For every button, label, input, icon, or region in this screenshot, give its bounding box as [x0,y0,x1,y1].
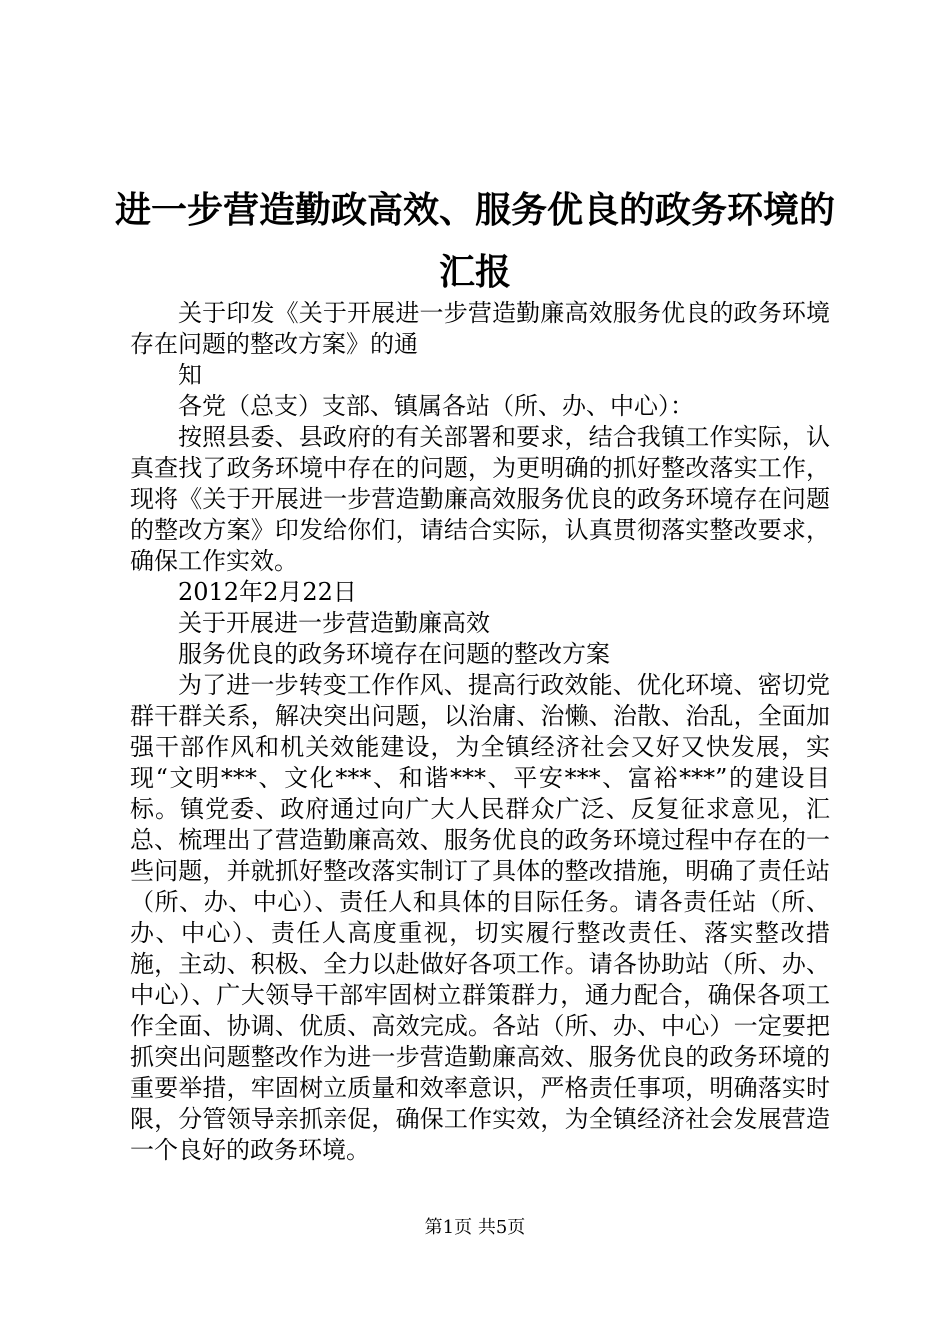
document-body [130,298,830,1166]
page-footer: 第1页 共5页 [424,1217,526,1238]
paragraph-plan: 为了进一步转变工作作风、提高行政效能、优化环境、密切党群干群关系，解决突出问题，以治庸、治懒、治散、治乱，全面加强干部作风和机关效能建设，为全镇经济社会又好又快发展，实现“文明***、文化***、和谐***、平安***、富裕***”的建设目标。镇党委、政府通过向广大人民群众广泛、反复征求意见，汇总、梳理出了营造勤廉高效、服务优良的政务环境过程中存在的一些问题，并就抓好整改落实制订了具体的整改措施，明确了责任站（所、办、中心）、责任人和具体的目际任务。请各责任站（所、办、中心）、责任人高度重视，切实履行整改责任、落实整改措施，主动、积极、全力以赴做好各项工作。请各协助站（所、办、中心）、广大领导干部牢固树立群策群力，通力配合，确保各项工作全面、协调、优质、高效完成。各站（所、办、中心）一定要把抓突出问题整改作为进一步营造勤廉高效、服务优良的政务环境的重要举措，牢固树立质量和效率意识，严格责任事项，明确落实时限，分管领导亲抓亲促，确保工作实效，为全镇经济社会发展营造一个良好的政务环境。 [130,671,830,1164]
salutation: 各党（总支）支部、镇属各站（所、办、中心）： [178,392,694,420]
document-title-line2: 汇报 [438,251,511,293]
notice-heading: 关于印发《关于开展进一步营造勤廉高效服务优良的政务环境存在问题的整改方案》的通 [130,299,830,358]
paragraph-notice: 按照县委、县政府的有关部署和要求，结合我镇工作实际，认真查找了政务环境中存在的问题，为更明确的抓好整改落实工作，现将《关于开展进一步营造勤廉高效服务优良的政务环境存在问题的整改方案》印发给你们，请结合实际，认真贯彻落实整改要求，确保工作实效。 [130,423,830,575]
plan-subtitle-line1: 关于开展进一步营造勤廉高效 [178,609,490,637]
document-title-line1: 进一步营造勤政高效、服务优良的政务环境的 [114,189,835,231]
notice-date: 2012年2月22日 [178,578,357,606]
notice-heading-tail: 知 [178,361,202,389]
plan-subtitle-line2: 服务优良的政务环境存在问题的整改方案 [178,640,610,668]
